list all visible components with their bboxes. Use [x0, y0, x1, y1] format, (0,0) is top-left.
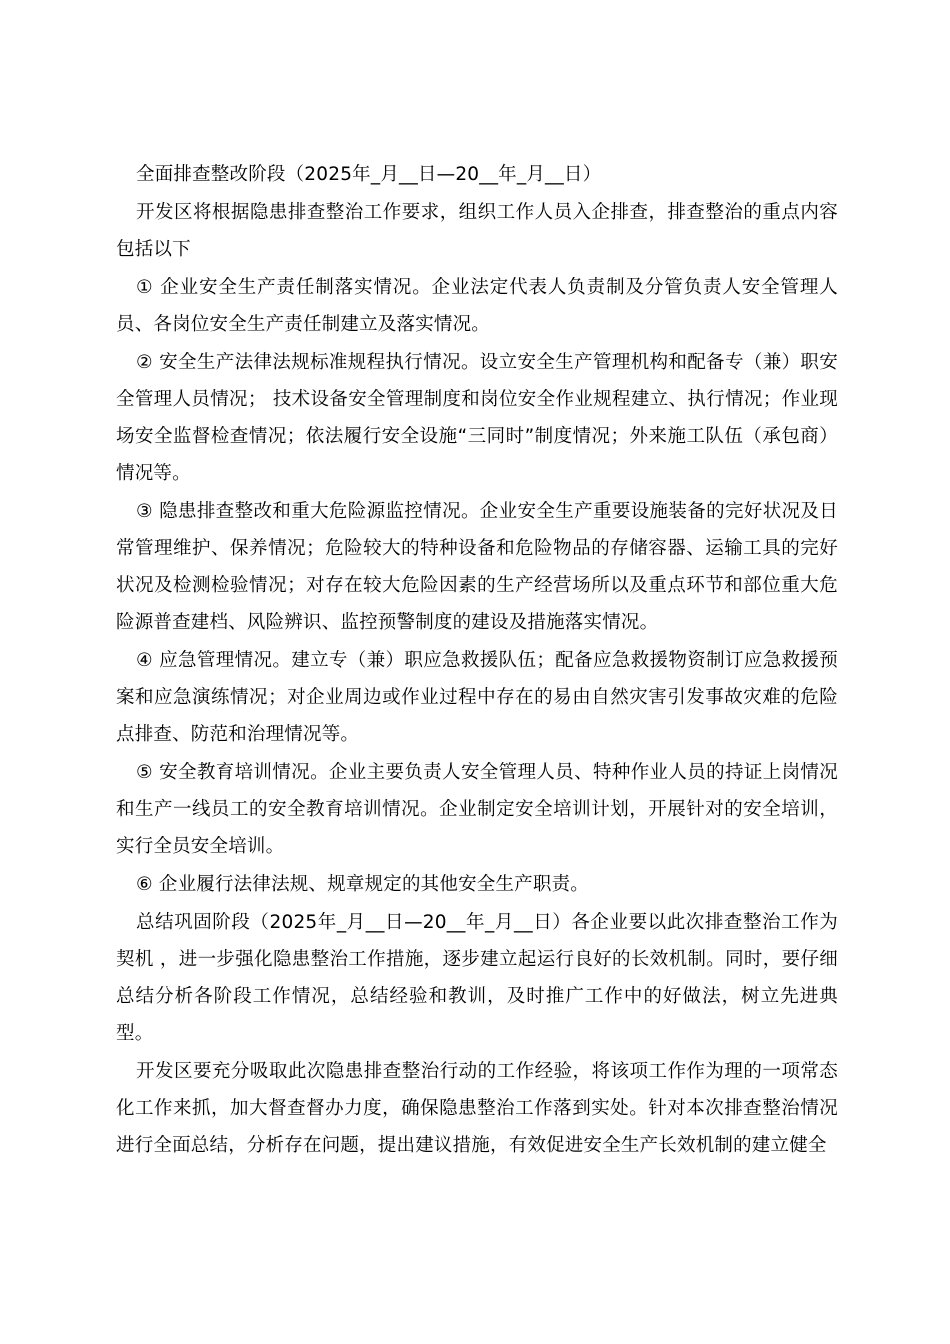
paragraph-item-1: ① 企业安全生产责任制落实情况。企业法定代表人负责制及分管负责人安全管理人员、各岗位安全生产责任制建立及落实情况。	[116, 277, 838, 335]
paragraph-item-5: ⑤ 安全教育培训情况。企业主要负责人安全管理人员、特种作业人员的持证上岗情况和生产一线员工的安全教育培训情况。企业制定安全培训计划，开展针对的安全培训，实行全员安全培训。	[116, 762, 838, 857]
paragraph-conclusion: 开发区要充分吸取此次隐患排查整治行动的工作经验，将该项工作作为理的一项常态化工作来抓，加大督查督办力度，确保隐患整治工作落到实处。针对本次排查整治情况进行全面总结，分析存在问题，提出建议措施，有效促进安全生产长效机制的建立健全	[116, 1061, 838, 1156]
document-body	[116, 156, 838, 1165]
paragraph-item-2: ② 安全生产法律法规标准规程执行情况。设立安全生产管理机构和配备专（兼）职安全管理人员情况； 技术设备安全管理制度和岗位安全作业规程建立、执行情况；作业现场安全监督检查情况；依法履行安全设施“三同时”制度情况；外来施工队伍（承包商）情况等。	[116, 352, 838, 484]
paragraph-item-3: ③ 隐患排查整改和重大危险源监控情况。企业安全生产重要设施装备的完好状况及日常管理维护、保养情况；危险较大的特种设备和危险物品的存储容器、运输工具的完好状况及检测检验情况；对存在较大危险因素的生产经营场所以及重点环节和部位重大危险源普查建档、风险辨识、监控预警制度的建设及措施落实情况。	[116, 501, 838, 633]
paragraph-intro: 开发区将根据隐患排查整治工作要求，组织工作人员入企排查，排查整治的重点内容包括以下	[116, 202, 838, 260]
paragraph-item-6: ⑥ 企业履行法律法规、规章规定的其他安全生产职责。	[136, 874, 589, 895]
paragraph-phase-heading: 全面排查整改阶段（2025年_月__日—20__年_月__日）	[136, 164, 602, 185]
paragraph-item-4: ④ 应急管理情况。建立专（兼）职应急救援队伍；配备应急救援物资制订应急救援预案和应急演练情况；对企业周边或作业过程中存在的易由自然灾害引发事故灾难的危险点排查、防范和治理情况等。	[116, 650, 838, 745]
paragraph-summary-phase: 总结巩固阶段（2025年_月__日—20__年_月__日）各企业要以此次排查整治工作为契机 ，进一步强化隐患整治工作措施，逐步建立起运行良好的长效机制。同时，要仔细总结分析各阶段工作情况，总结经验和教训，及时推广工作中的好做法，树立先进典型。	[116, 912, 838, 1044]
